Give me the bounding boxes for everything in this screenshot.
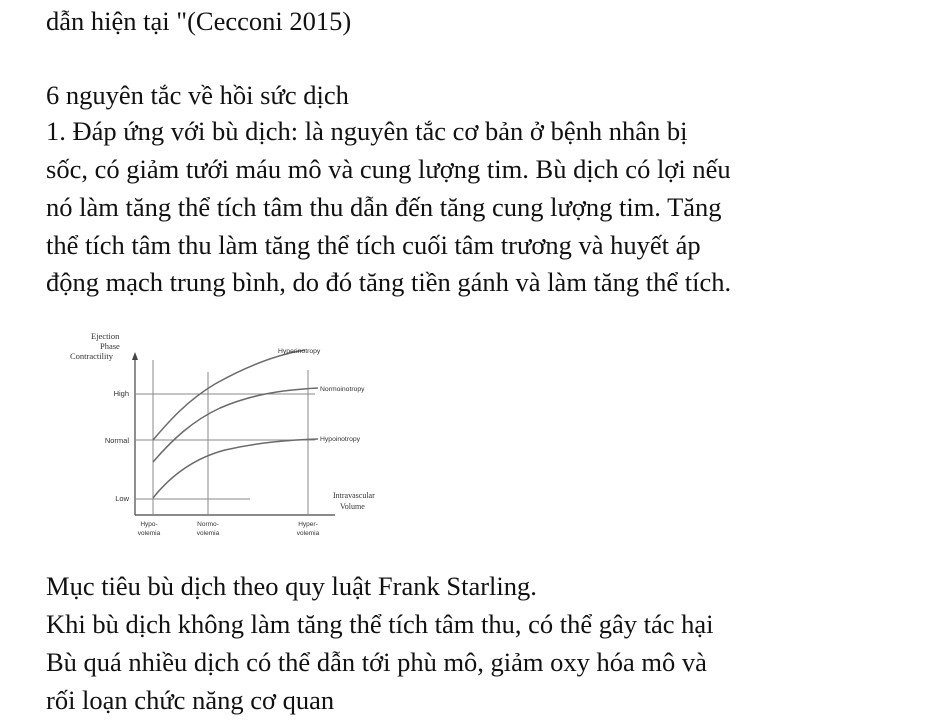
x-axis-title-line-2: Volume [340, 502, 365, 511]
paragraph-4-line-2: rối loạn chức năng cơ quan [46, 685, 335, 715]
y-level-high: High [113, 389, 129, 398]
x-level-hyper-line-2: volemia [296, 530, 320, 537]
y-axis-arrow-icon [132, 352, 138, 360]
paragraph-3: Khi bù dịch không làm tăng thể tích tâm thu, có thể gây tác hại [46, 609, 714, 639]
x-level-hypo-line-1: Hypo- [140, 521, 158, 528]
x-level-hyper-line-1: Hyper- [298, 521, 318, 528]
label-hyperinotropy: Hyperinotropy [278, 348, 321, 355]
label-normoinotropy: Normoinotropy [320, 386, 365, 393]
x-level-hypo-line-2: volemia [137, 530, 161, 537]
label-hypoinotropy: Hypoinotropy [320, 436, 361, 443]
x-axis-title-line-1: Intravascular [333, 491, 375, 500]
y-axis-title-line-3: Contractility [70, 351, 113, 361]
y-level-low: Low [115, 494, 129, 503]
paragraph-1-line-2: sốc, có giảm tưới máu mô và cung lượng tim. Bù dịch có lợi nếu [46, 154, 731, 184]
paragraph-1-line-4: thể tích tâm thu làm tăng thể tích cuối tâm trương và huyết áp [46, 230, 701, 260]
curve-normoinotropy [153, 388, 318, 462]
y-level-normal: Normal [104, 436, 129, 445]
frank-starling-figure [60, 322, 405, 552]
y-axis-title-line-2: Phase [100, 341, 120, 351]
x-level-normo-line-1: Normo- [197, 521, 219, 528]
x-level-normo-line-2: volemia [196, 530, 220, 537]
frank-starling-diagram [60, 322, 405, 552]
paragraph-1-line-5: động mạch trung bình, do đó tăng tiền gánh và làm tăng thể tích. [46, 267, 732, 297]
paragraph-4-line-1: Bù quá nhiều dịch có thể dẫn tới phù mô, giảm oxy hóa mô và [46, 647, 707, 677]
text-line-citation: dẫn hiện tại "(Cecconi 2015) [46, 6, 352, 36]
y-axis-title-line-1: Ejection [91, 331, 120, 341]
paragraph-1-line-1: 1. Đáp ứng với bù dịch: là nguyên tắc cơ bản ở bệnh nhân bị [46, 116, 688, 146]
curve-hypoinotropy [153, 439, 318, 498]
paragraph-2: Mục tiêu bù dịch theo quy luật Frank Starling. [46, 571, 537, 601]
section-heading: 6 nguyên tắc về hồi sức dịch [46, 80, 349, 110]
curve-hyperinotropy [153, 350, 305, 440]
paragraph-1-line-3: nó làm tăng thể tích tâm thu dẫn đến tăng cung lượng tim. Tăng [46, 192, 722, 222]
